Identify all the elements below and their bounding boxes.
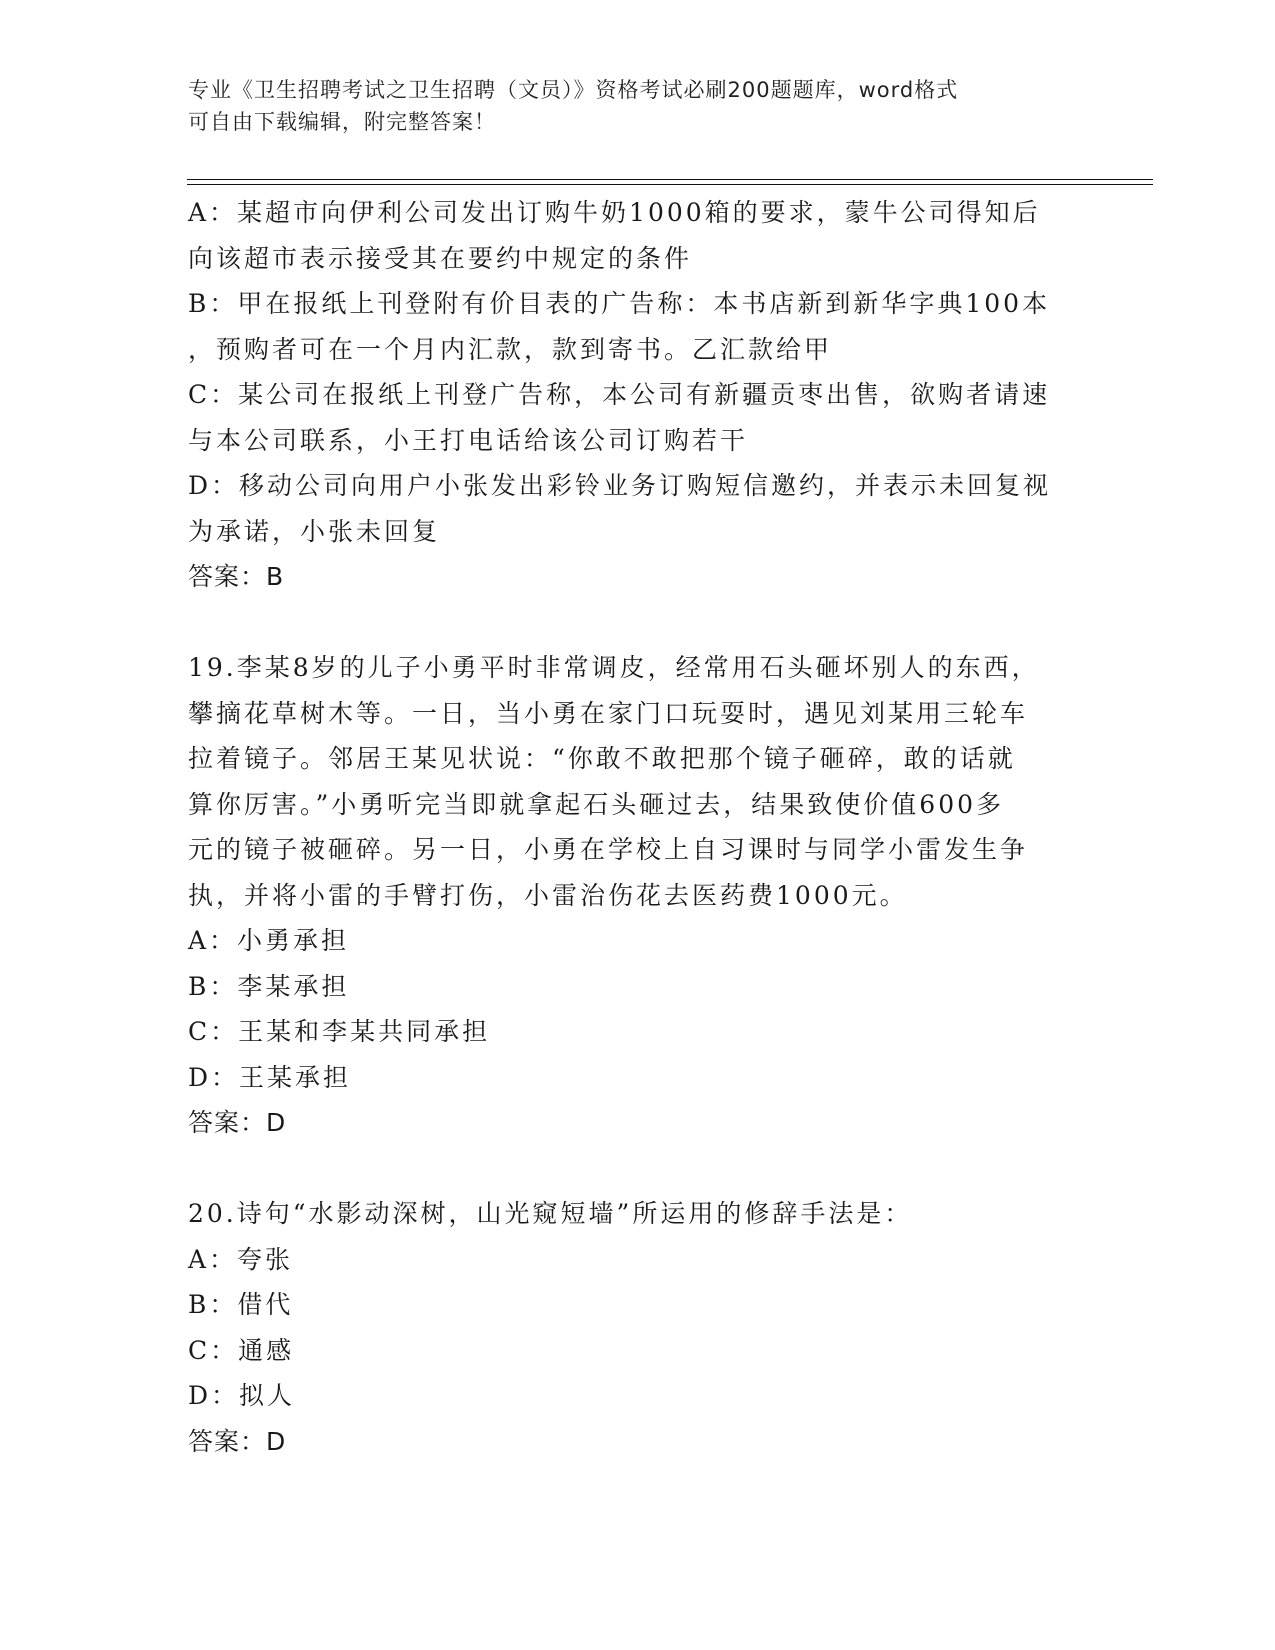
question-19-stem-line: 拉着镜子。邻居王某见状说：“你敢不敢把那个镜子砸碎，敢的话就	[188, 744, 1016, 773]
question-20-stem: 20.诗句“水影动深树，山光窥短墙”所运用的修辞手法是：	[188, 1199, 913, 1228]
document-header	[188, 74, 1088, 138]
question-18-options	[188, 190, 1088, 600]
header-line-2: 可自由下载编辑，附完整答案！	[188, 110, 496, 134]
question-19-stem-line: 19.李某8岁的儿子小勇平时非常调皮，经常用石头砸坏别人的东西，	[188, 653, 1040, 682]
question-20	[188, 1191, 1088, 1464]
question-19-stem-line: 执，并将小雷的手臂打伤，小雷治伤花去医药费1000元。	[188, 880, 908, 910]
spacer	[188, 600, 1088, 646]
header-rule-bottom	[187, 184, 1153, 185]
question-20-option-d: D：拟人	[188, 1381, 296, 1410]
question-19-stem-line: 元的镜子被砸碎。另一日，小勇在学校上自习课时与同学小雷发生争	[188, 835, 1029, 864]
header-line-1: 专业《卫生招聘考试之卫生招聘（文员）》资格考试必刷200题题库，word格式	[188, 78, 959, 102]
spacer	[188, 1146, 1088, 1192]
question-19-option-c: C：王某和李某共同承担	[188, 1017, 491, 1046]
question-19-option-d: D：王某承担	[188, 1062, 352, 1092]
question-20-option-c: C：通感	[188, 1335, 295, 1365]
option-a-line-2: 向该超市表示接受其在要约中规定的条件	[188, 243, 693, 273]
header-rule-top	[187, 179, 1153, 180]
question-20-option-a: A：夸张	[188, 1244, 294, 1274]
question-19	[188, 645, 1088, 1146]
question-19-option-a: A：小勇承担	[188, 926, 350, 955]
option-d-line-1: D：移动公司向用户小张发出彩铃业务订购短信邀约，并表示未回复视	[188, 471, 1052, 500]
option-c-line-1: C：某公司在报纸上刊登广告称，本公司有新疆贡枣出售，欲购者请速	[188, 380, 1051, 409]
question-20-option-b: B：借代	[188, 1290, 294, 1319]
question-content	[188, 190, 1088, 1464]
question-19-stem-line: 算你厉害。”小勇听完当即就拿起石头砸过去，结果致使价值600多	[188, 789, 1005, 819]
option-b-line-1: B：甲在报纸上刊登附有价目表的广告称：本书店新到新华字典100本	[188, 289, 1051, 318]
option-b-line-2: ，预购者可在一个月内汇款，款到寄书。乙汇款给甲	[188, 334, 833, 364]
answer-20: 答案：D	[188, 1426, 287, 1456]
option-a-line-1: A：某超市向伊利公司发出订购牛奶1000箱的要求，蒙牛公司得知后	[188, 198, 1041, 227]
answer-19: 答案：D	[188, 1108, 287, 1137]
question-19-stem-line: 攀摘花草树木等。一日，当小勇在家门口玩耍时，遇见刘某用三轮车	[188, 698, 1029, 728]
question-19-option-b: B：李某承担	[188, 971, 350, 1001]
option-d-line-2: 为承诺，小张未回复	[188, 516, 441, 546]
answer-18: 答案：B	[188, 562, 285, 591]
option-c-line-2: 与本公司联系，小王打电话给该公司订购若干	[188, 425, 749, 455]
